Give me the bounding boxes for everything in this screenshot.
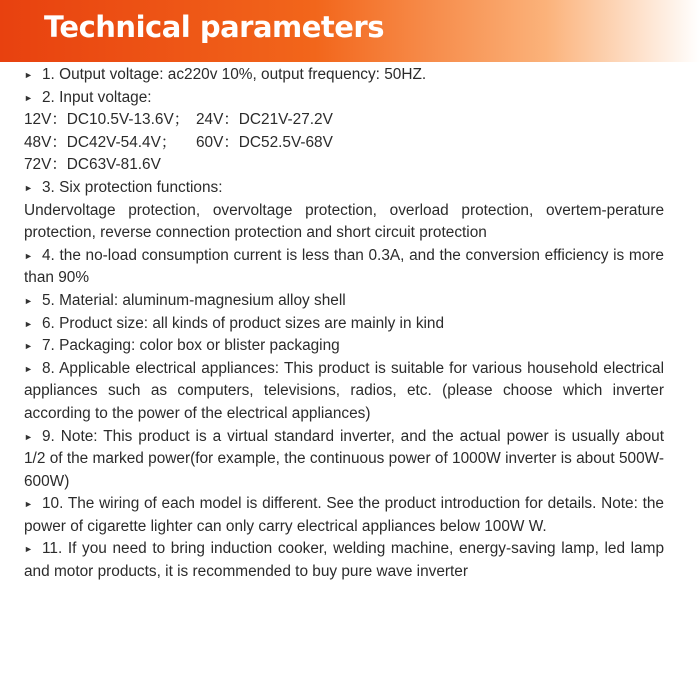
param-text: 11. If you need to bring induction cooker, welding machine, energy-saving lamp, led lamp and motor products, it is recommended to buy pure wave inverter (24, 540, 664, 581)
param-item-5 (24, 290, 664, 313)
param-item-1 (24, 64, 664, 87)
param-heading: 2. Input voltage: (42, 88, 152, 106)
page-title: Technical parameters (44, 10, 384, 44)
bullet-icon: ► (24, 341, 33, 352)
bullet-icon: ► (24, 250, 33, 261)
bullet-icon: ► (24, 92, 33, 103)
param-text: Undervoltage protection, overvoltage protection, overload protection, overtem-perature protection, reverse connection protection and short circuit protection (24, 201, 664, 242)
bullet-icon: ► (24, 318, 33, 329)
bullet-icon: ► (24, 499, 33, 510)
bullet-icon: ► (24, 363, 33, 374)
voltage-row (24, 132, 664, 155)
bullet-icon: ► (24, 544, 33, 555)
param-heading: 3. Six protection functions: (42, 178, 223, 196)
parameters-list (24, 64, 664, 584)
param-item-6 (24, 313, 664, 336)
param-item-8 (24, 358, 664, 426)
param-text: 8. Applicable electrical appliances: This product is suitable for various household electrical appliances such as computers, televisions, radios, etc. (please choose which inverter according to the power of the electrical appliances) (24, 359, 664, 422)
voltage-cell: 72V：DC63V-81.6V (24, 156, 161, 174)
bullet-icon: ► (24, 431, 33, 442)
param-item-2 (24, 87, 664, 177)
voltage-cell: 24V：DC21V-27.2V (196, 111, 333, 129)
param-item-3 (24, 177, 664, 245)
voltage-cell: 48V：DC42V-54.4V； (24, 133, 177, 151)
param-item-9 (24, 426, 664, 494)
param-text: 1. Output voltage: ac220v 10%, output frequency: 50HZ. (42, 66, 427, 83)
param-item-10 (24, 493, 664, 538)
bullet-icon: ► (24, 295, 33, 306)
param-text: 7. Packaging: color box or blister packaging (42, 337, 340, 355)
param-item-7 (24, 335, 664, 358)
param-text: 5. Material: aluminum-magnesium alloy shell (42, 291, 346, 309)
param-text: 6. Product size: all kinds of product sizes are mainly in kind (42, 314, 445, 332)
param-text: 4. the no-load consumption current is less than 0.3A, and the conversion efficiency is more than 90% (24, 246, 664, 287)
param-item-4 (24, 245, 664, 290)
header-banner (0, 0, 700, 62)
param-item-11 (24, 538, 664, 583)
bullet-icon: ► (24, 70, 33, 80)
param-text: 10. The wiring of each model is different. See the product introduction for details. Note: the power of cigarette lighter can only carry electrical appliances below 100W W. (24, 495, 664, 535)
voltage-cell: 12V：DC10.5V-13.6V； (24, 111, 190, 129)
voltage-row (24, 109, 664, 132)
voltage-cell: 60V：DC52.5V-68V (196, 133, 333, 151)
voltage-table (24, 109, 664, 177)
voltage-row (24, 154, 664, 177)
bullet-icon: ► (24, 182, 33, 193)
param-text: 9. Note: This product is a virtual standard inverter, and the actual power is usually about 1/2 of the marked power(for example, the continuous power of 1000W inverter is about 500W-600W) (24, 427, 664, 490)
